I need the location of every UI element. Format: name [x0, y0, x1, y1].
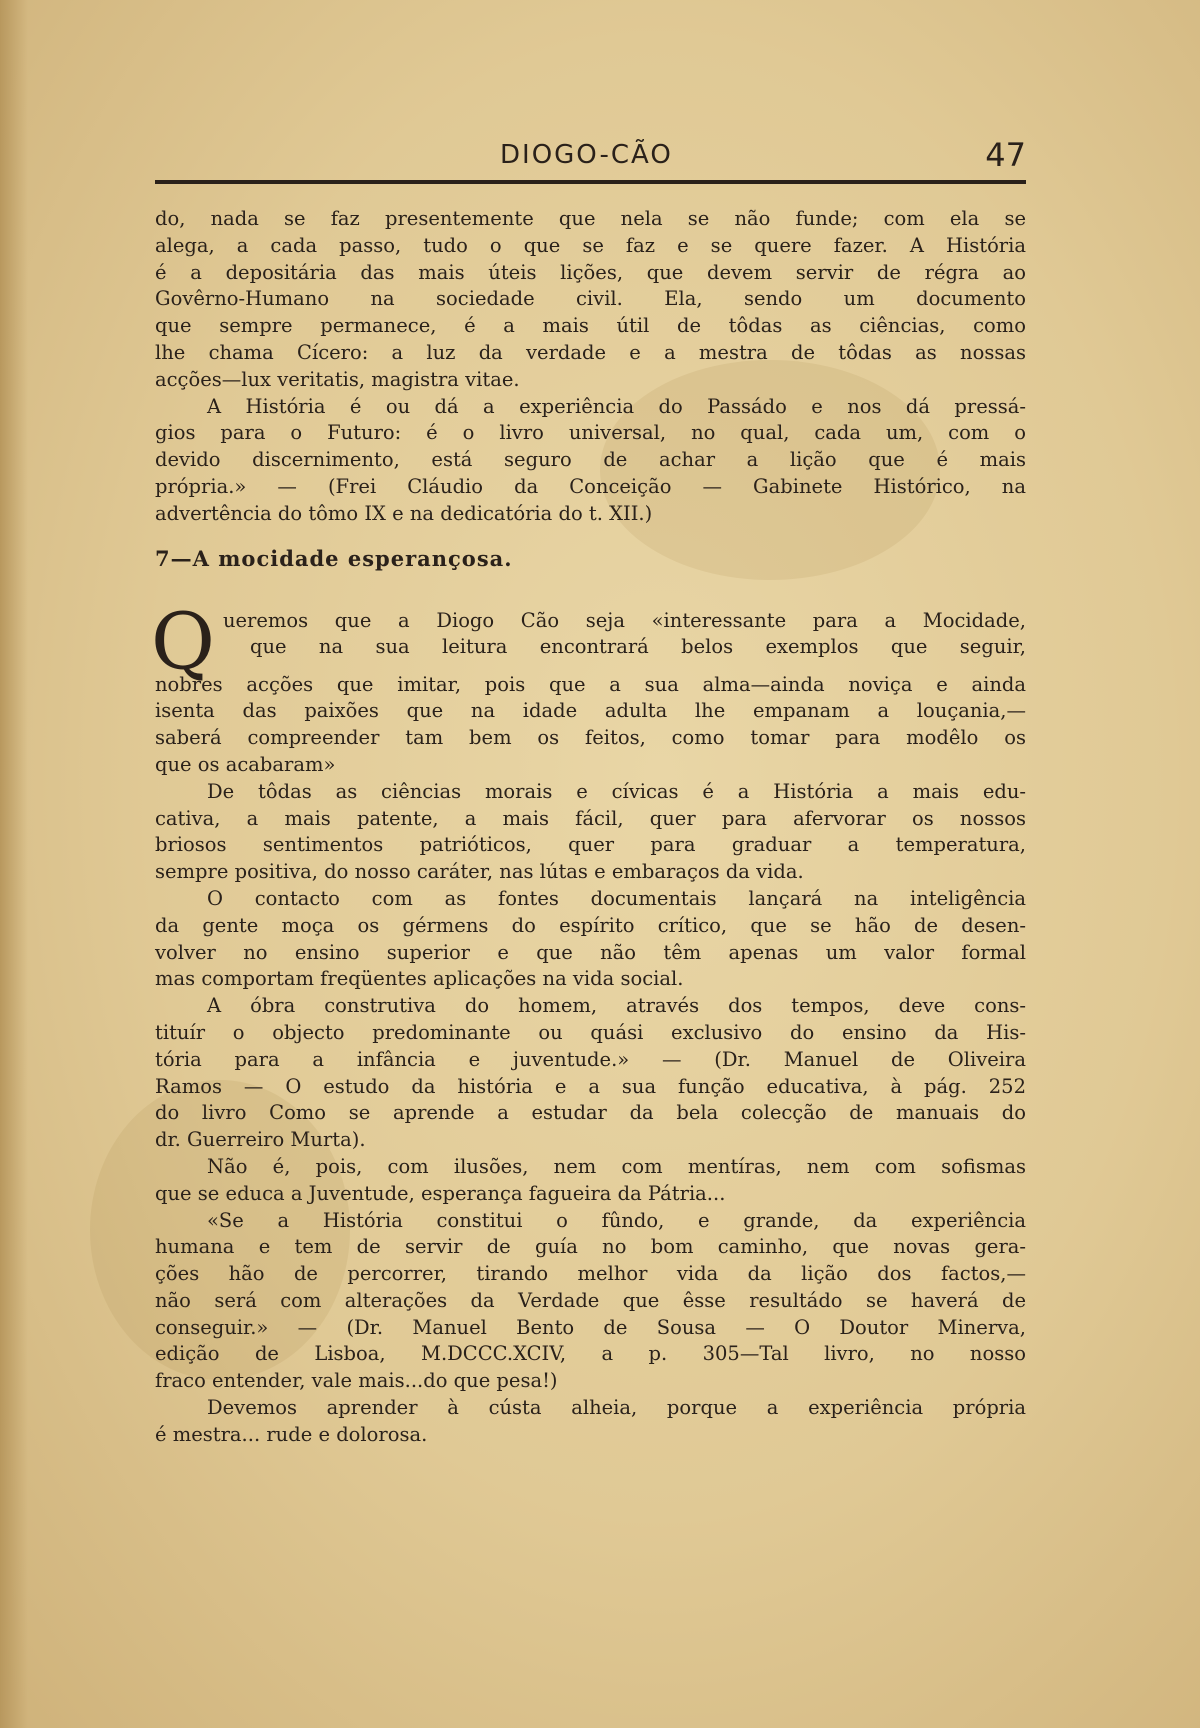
text-line: isenta das paixões que na idade adulta lhe empanam a louçania,— [155, 699, 1026, 723]
text-line: De tôdas as ciências morais e cívicas é a História a mais edu- [207, 779, 1026, 803]
paragraph [155, 1208, 1026, 1396]
paragraph [155, 1154, 1026, 1208]
text-line: é mestra... rude e dolorosa. [155, 1422, 428, 1446]
drop-cap: Q [151, 596, 215, 687]
text-line: devido discernimento, está seguro de achar a lição que é mais [155, 448, 1026, 472]
text-line: que sempre permanece, é a mais útil de tôdas as ciências, como [155, 314, 1026, 338]
page-body [151, 206, 1026, 1449]
paragraph [155, 1395, 1026, 1449]
text-line: tituír o objecto predominante ou quási exclusivo do ensino da His- [155, 1020, 1026, 1044]
text-line: gios para o Futuro: é o livro universal, no qual, cada um, com o [155, 421, 1026, 445]
text-line: ções hão de percorrer, tirando melhor vida da lição dos factos,— [155, 1262, 1026, 1286]
text-line: conseguir.» — (Dr. Manuel Bento de Sousa — O Doutor Minerva, [155, 1315, 1026, 1339]
text-line: Não é, pois, com ilusões, nem com mentíras, nem com sofismas [207, 1154, 1026, 1178]
text-line: A óbra construtiva do homem, através dos tempos, deve cons- [207, 994, 1026, 1018]
paragraph [155, 394, 1026, 528]
paragraph [155, 886, 1026, 993]
paragraph [155, 993, 1026, 1154]
text-line: acções—lux veritatis, magistra vitae. [155, 367, 520, 391]
text-line: que os acabaram» [155, 752, 336, 776]
text-line: lhe chama Cícero: a luz da verdade e a mestra de tôdas as nossas [155, 340, 1026, 364]
text-line: dr. Guerreiro Murta). [155, 1128, 366, 1152]
text-line: do livro Como se aprende a estudar da bela colecção de manuais do [155, 1101, 1026, 1125]
text-line: edição de Lisboa, M.DCCC.XCIV, a p. 305—Tal livro, no nosso [155, 1342, 1026, 1366]
running-title: DIOGO-CÃO [500, 140, 673, 170]
text-line: Devemos aprender à cústa alheia, porque a experiência própria [207, 1396, 1026, 1420]
text-line: A História é ou dá a experiência do Passádo e nos dá pressá- [207, 394, 1026, 418]
text-line: «Se a História constitui o fûndo, e grande, da experiência [207, 1208, 1026, 1232]
text-line: que se educa a Juventude, esperança fagueira da Pátria... [155, 1181, 726, 1205]
section-heading: 7—A mocidade esperançosa. [155, 545, 513, 571]
text-line: saberá compreender tam bem os feitos, como tomar para modêlo os [155, 726, 1026, 750]
text-line: cativa, a mais patente, a mais fácil, quer para afervorar os nossos [155, 806, 1026, 830]
text-line: humana e tem de servir de guía no bom caminho, que novas gera- [155, 1235, 1026, 1259]
text-line: mas comportam freqüentes aplicações na vida social. [155, 967, 684, 991]
text-line: da gente moça os gérmens do espírito crítico, que se hão de desen- [155, 913, 1026, 937]
paragraph [155, 206, 1026, 394]
text-line: Govêrno-Humano na sociedade civil. Ela, sendo um documento [155, 287, 1026, 311]
text-line: que na sua leitura encontrará belos exemplos que seguir, [250, 635, 1026, 659]
text-line: tória para a infância e juventude.» — (Dr. Manuel de Oliveira [155, 1047, 1026, 1071]
text-line: ueremos que a Diogo Cão seja «interessante para a Mocidade, [222, 608, 1026, 632]
text-line: própria.» — (Frei Cláudio da Conceição — Gabinete Histórico, na [155, 474, 1026, 498]
text-line: volver no ensino superior e que não têm apenas um valor formal [155, 940, 1026, 964]
text-line: alega, a cada passo, tudo o que se faz e se quere fazer. A História [155, 233, 1026, 257]
text-line: sempre positiva, do nosso caráter, nas lútas e embaraços da vida. [155, 860, 804, 884]
text-line: Ramos — O estudo da história e a sua função educativa, à pág. 252 [155, 1074, 1026, 1098]
text-line: é a depositária das mais úteis lições, que devem servir de régra ao [155, 260, 1026, 284]
paragraph [151, 596, 1026, 779]
page-number: 47 [985, 136, 1026, 174]
text-line: do, nada se faz presentemente que nela se não funde; com ela se [155, 207, 1026, 230]
text-line: O contacto com as fontes documentais lançará na inteligência [207, 886, 1026, 910]
text-line: não será com alterações da Verdade que êsse resultádo se haverá de [155, 1288, 1026, 1312]
text-line: advertência do tômo IX e na dedicatória do t. XII.) [155, 501, 653, 525]
text-line: nobres acções que imitar, pois que a sua alma—ainda noviça e ainda [155, 672, 1026, 696]
text-line: briosos sentimentos patrióticos, quer para graduar a temperatura, [155, 833, 1026, 857]
paragraph [155, 779, 1026, 886]
text-line: fraco entender, vale mais...do que pesa!) [155, 1369, 558, 1393]
page-header [155, 136, 1026, 184]
